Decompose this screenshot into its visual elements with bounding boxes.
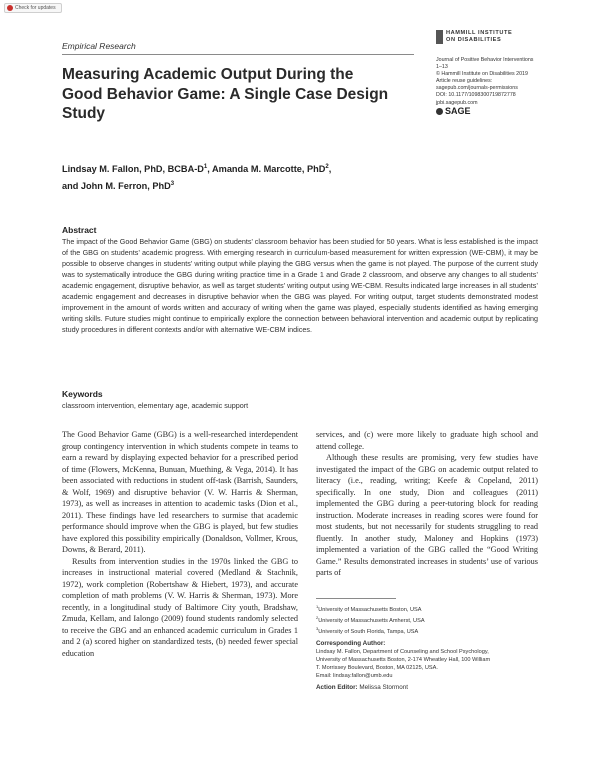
permissions-link[interactable]: sagepub.com/journals-permissions xyxy=(436,85,518,92)
doi[interactable]: DOI: 10.1177/1098300719872778 xyxy=(436,92,516,99)
affiliation xyxy=(316,625,540,636)
copyright: © Hammill Institute on Disabilities 2019 xyxy=(436,71,528,78)
body-paragraph: Although these results are promising, very few studies have investigated the impact of the GBG on academic output related to literacy (i.e., reading, writing; Keefe & Copeland, 2011) specifically. In one study, Dion and colleagues (2011) implemented the GBG during a peer-tutoring block for reading instruction. Moderate increases in reading scores were found for most students, but not necessarily for students struggling to read fluently. In another study, Maloney and Hopkins (1973) implemented a variation of the GBG called the “Good Writing Game.” Results demonstrated increases in students’ use of various parts of xyxy=(316,453,538,578)
author-list xyxy=(62,160,422,194)
affiliation-text: University of Massachusetts Amherst, USA xyxy=(318,617,425,624)
corresponding-email[interactable]: Email: lindsay.fallon@umb.edu xyxy=(316,673,393,680)
logo-line-2: ON DISABILITIES xyxy=(446,36,502,43)
abstract-text: The impact of the Good Behavior Game (GBG) on students’ classroom behavior has been studied for 50 years. What is less established is the impact of the GBG on students’ academic progress. With emerging research in curriculum-based measurement for written expression (WE-CBM), it may be possible to observe changes in students’ writing output while playing the GBG versus when the game is not played. The purpose of the current study was to systematically introduce the GBG during writing practice time in a Grade 1 and Grade 2 classroom, and observe any changes to all students’ academic engagement, disruptive behavior, as well as target students’ writing output using WE-CBM. Results indicated large increases in all students’ academic engagement and decreases in disruptive behavior when the GBG was played. For writing output, target students demonstrated modest improvement in the amount of words written and accuracy of writing when the game was played, especially students identified as having emerging writing skills. Future studies might continue to empirically explore the connection between behavioral intervention and academic output by replicating study procedures in different contexts and/or with alternative WE-CBM indices. xyxy=(62,237,538,334)
author-separator: , xyxy=(328,164,332,175)
reuse-label: Article reuse guidelines: xyxy=(436,78,493,85)
keywords-heading: Keywords xyxy=(62,389,103,399)
update-icon xyxy=(7,5,13,11)
journal-name: Journal of Positive Behavior Interventions xyxy=(436,57,534,63)
author-name: Amanda M. Marcotte, PhD xyxy=(212,164,326,175)
badge-label: Check for updates xyxy=(15,5,56,11)
editor-name: Melissa Stormont xyxy=(359,684,409,692)
sage-logo-icon xyxy=(436,108,443,115)
check-for-updates-badge[interactable] xyxy=(4,3,62,13)
author-affiliation-marker: 1 xyxy=(203,164,208,170)
sage-label: SAGE xyxy=(445,105,471,116)
affiliation-text: University of Massachusetts Boston, USA xyxy=(318,606,422,613)
keywords-text: classroom intervention, elementary age, academic support xyxy=(62,401,249,410)
footnotes xyxy=(316,603,540,692)
abstract-heading: Abstract xyxy=(62,225,97,235)
body-column-right xyxy=(316,429,538,579)
body-paragraph: services, and (c) were more likely to graduate high school and attend college. xyxy=(316,430,538,451)
footnote-divider xyxy=(316,598,396,599)
author-affiliation-marker: 3 xyxy=(170,181,175,188)
author-name: and John M. Ferron, PhD xyxy=(62,181,171,192)
body-paragraph: Results from intervention studies in the 1970s linked the GBG to increases in instructional material covered (Medland & Stachnik, 1972), work completion (Robertshaw & Hiebert, 1973), and accurate completion of math problems (V. W. Harris & Sherman, 1973). More recently, in a longitudinal study of Baltimore City youth, Bradshaw, Zmuda, Kellam, and Ialongo (2009) found students randomly selected to receive the GBG and an enhanced academic curriculum in Grades 1 and 2 (a) scored higher on standardized tests, (b) needed fewer special education xyxy=(62,556,298,658)
page-range: 1–13 xyxy=(436,64,448,71)
logo-line-1: HAMMILL INSTITUTE xyxy=(446,30,513,36)
author-separator: , xyxy=(207,164,213,175)
publisher-logo xyxy=(436,30,512,44)
corresponding-line: University of Massachusetts Boston, 2-174 Wheatley Hall, 100 William xyxy=(316,657,491,664)
corresponding-line: T. Morrissey Boulevard, Boston, MA 02125, USA. xyxy=(316,665,438,672)
affiliation-text: University of South Florida, Tampa, USA xyxy=(318,628,419,635)
affiliation-marker: 1 xyxy=(316,604,319,609)
body-paragraph: The Good Behavior Game (GBG) is a well-researched interdependent group contingency intervention in which students compete in teams to earn a reward by displaying expected behavior for a prescribed period of time (Flowers, McKenna, Bunuan, Muething, & Vega, 2014). It has been associated with reductions in student off-task (Barrish, Saunders, & Wolf, 1969) and disruptive behavior (V. W. Harris & Sherman, 1973), as well as increases in attention to academic tasks (Dion et al., 2011). These findings have led researchers to surmise that academic performance should improve when the GBG is played, but few studies have explored this possibility empirically (Donaldson, Vollmer, Krous, Downs, & Berard, 2011). xyxy=(62,430,298,555)
affiliation xyxy=(316,603,540,614)
article-title: Measuring Academic Output During the Good Behavior Game: A Single Case Design Study xyxy=(62,66,389,122)
affiliation-marker: 2 xyxy=(316,614,319,620)
body-column-left xyxy=(62,429,298,659)
corresponding-line: Lindsay M. Fallon, Department of Counseling and School Psychology, xyxy=(316,648,489,655)
author-name: Lindsay M. Fallon, PhD, BCBA-D xyxy=(62,164,204,175)
header-divider xyxy=(62,54,414,55)
corresponding-heading: Corresponding Author: xyxy=(316,639,386,647)
editor-heading: Action Editor: xyxy=(316,684,358,692)
journal-site-link[interactable]: jpbi.sagepub.com xyxy=(436,99,478,106)
author-affiliation-marker: 2 xyxy=(325,164,329,170)
affiliation xyxy=(316,614,540,625)
section-label: Empirical Research xyxy=(62,41,136,51)
sage-logo xyxy=(436,105,586,116)
action-editor xyxy=(316,684,540,692)
journal-info xyxy=(436,57,586,115)
affiliation-marker: 3 xyxy=(316,625,319,631)
hammill-logo-icon xyxy=(436,30,443,44)
